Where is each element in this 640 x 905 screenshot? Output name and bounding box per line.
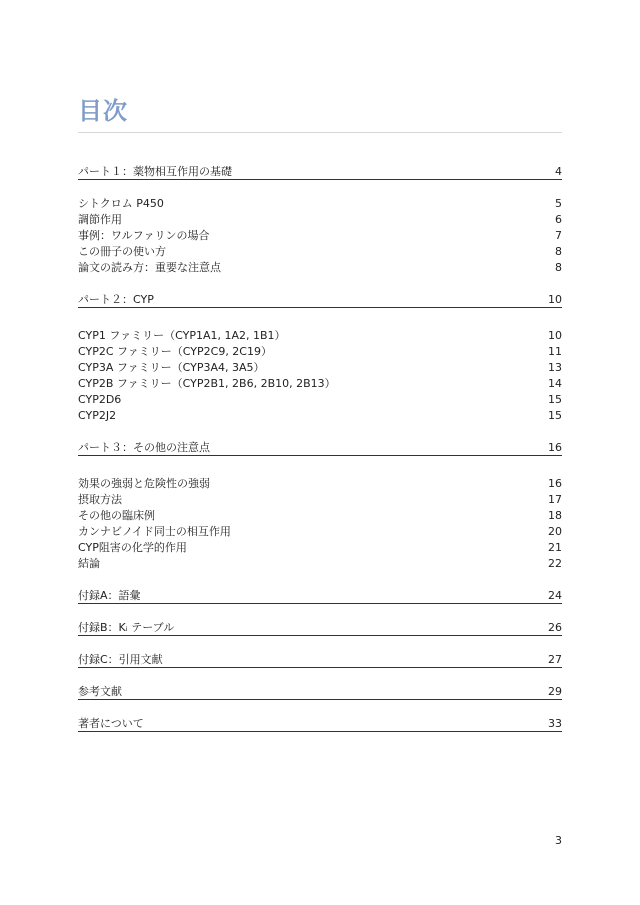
toc-entry-page: 13 bbox=[548, 361, 562, 374]
toc-entry-label: 事例：ワルファリンの場合 bbox=[78, 229, 210, 242]
toc-entry[interactable] bbox=[78, 391, 562, 407]
toc-entry-label: CYP2D6 bbox=[78, 393, 122, 406]
toc-entry[interactable] bbox=[78, 211, 562, 227]
toc-part-heading[interactable] bbox=[78, 291, 562, 308]
toc-entry[interactable] bbox=[78, 523, 562, 539]
toc-entry-label: CYP3A ファミリー（CYP3A4, 3A5） bbox=[78, 361, 265, 374]
toc-entry-page: 10 bbox=[548, 293, 562, 306]
toc-entry-label: その他の臨床例 bbox=[78, 509, 155, 522]
toc-entry-page: 29 bbox=[548, 685, 562, 698]
toc-entry-label: 付録A：語彙 bbox=[78, 589, 141, 602]
toc-entry-label: CYP2C ファミリー（CYP2C9, 2C19） bbox=[78, 345, 272, 358]
toc-entry-label: 付録C：引用文献 bbox=[78, 653, 163, 666]
toc-entry-label: 論文の読み方：重要な注意点 bbox=[78, 261, 221, 274]
toc-entry-page: 14 bbox=[548, 377, 562, 390]
toc-entry-page: 33 bbox=[548, 717, 562, 730]
toc-entry-label: パート３：その他の注意点 bbox=[78, 441, 210, 454]
toc-entry-page: 20 bbox=[548, 525, 562, 538]
toc-entry[interactable] bbox=[78, 327, 562, 343]
toc-entry-page: 16 bbox=[548, 441, 562, 454]
toc-entry-page: 22 bbox=[548, 557, 562, 570]
toc-entry[interactable] bbox=[78, 195, 562, 211]
toc-entry-page: 16 bbox=[548, 477, 562, 490]
toc-entry-label: この冊子の使い方 bbox=[78, 245, 166, 258]
toc-entry-page: 17 bbox=[548, 493, 562, 506]
toc-entry[interactable] bbox=[78, 407, 562, 423]
toc-entry[interactable] bbox=[78, 555, 562, 571]
toc-entry-label: 摂取方法 bbox=[78, 493, 122, 506]
toc-part-heading[interactable] bbox=[78, 163, 562, 180]
toc-entry-page: 15 bbox=[548, 393, 562, 406]
toc-part-heading[interactable] bbox=[78, 715, 562, 732]
title-divider bbox=[78, 132, 562, 133]
toc-entry-page: 26 bbox=[548, 621, 562, 634]
toc-entry-label: シトクロム P450 bbox=[78, 197, 164, 210]
toc-entry-label: CYP1 ファミリー（CYP1A1, 1A2, 1B1） bbox=[78, 329, 286, 342]
toc-entry-label: 参考文献 bbox=[78, 685, 122, 698]
toc-entry-page: 27 bbox=[548, 653, 562, 666]
toc-entry-label: CYP2B ファミリー（CYP2B1, 2B6, 2B10, 2B13） bbox=[78, 377, 336, 390]
toc-part-heading[interactable] bbox=[78, 439, 562, 456]
toc-entry-page: 5 bbox=[555, 197, 562, 210]
toc-entry-label: 調節作用 bbox=[78, 213, 122, 226]
toc-entry-page: 4 bbox=[555, 165, 562, 178]
toc-entry[interactable] bbox=[78, 259, 562, 275]
toc-part-heading[interactable] bbox=[78, 683, 562, 700]
toc-entry-label: パート１：薬物相互作用の基礎 bbox=[78, 165, 232, 178]
toc-entry-label: カンナビノイド同士の相互作用 bbox=[78, 525, 231, 538]
page-number: 3 bbox=[555, 834, 562, 847]
toc-part-heading[interactable] bbox=[78, 651, 562, 668]
toc-entry[interactable] bbox=[78, 539, 562, 555]
toc-entry[interactable] bbox=[78, 243, 562, 259]
toc-entry-label: 結論 bbox=[78, 557, 100, 570]
toc-entry-page: 8 bbox=[555, 245, 562, 258]
toc-entry-page: 8 bbox=[555, 261, 562, 274]
toc-entry-page: 7 bbox=[555, 229, 562, 242]
toc-entry[interactable] bbox=[78, 375, 562, 391]
toc-entry[interactable] bbox=[78, 491, 562, 507]
toc-entry-label: 効果の強弱と危険性の強弱 bbox=[78, 477, 210, 490]
toc-entry-label: CYP阻害の化学的作用 bbox=[78, 541, 187, 554]
toc-entry[interactable] bbox=[78, 227, 562, 243]
toc-entry-label: 付録B：Kᵢ テーブル bbox=[78, 621, 175, 634]
toc-entry-label: CYP2J2 bbox=[78, 409, 117, 422]
toc-entry[interactable] bbox=[78, 343, 562, 359]
toc-entry[interactable] bbox=[78, 475, 562, 491]
toc-entry-page: 6 bbox=[555, 213, 562, 226]
toc-entry[interactable] bbox=[78, 507, 562, 523]
toc-entry-page: 24 bbox=[548, 589, 562, 602]
toc-entry-page: 21 bbox=[548, 541, 562, 554]
toc-entry-page: 11 bbox=[548, 345, 562, 358]
toc-entry-label: パート２：CYP bbox=[78, 293, 154, 306]
toc-entry-page: 15 bbox=[548, 409, 562, 422]
toc-part-heading[interactable] bbox=[78, 587, 562, 604]
toc-entry[interactable] bbox=[78, 359, 562, 375]
toc-entry-page: 18 bbox=[548, 509, 562, 522]
toc-title: 目次 bbox=[78, 97, 128, 125]
toc-entry-page: 10 bbox=[548, 329, 562, 342]
toc-part-heading[interactable] bbox=[78, 619, 562, 636]
toc-entry-label: 著者について bbox=[78, 717, 144, 730]
